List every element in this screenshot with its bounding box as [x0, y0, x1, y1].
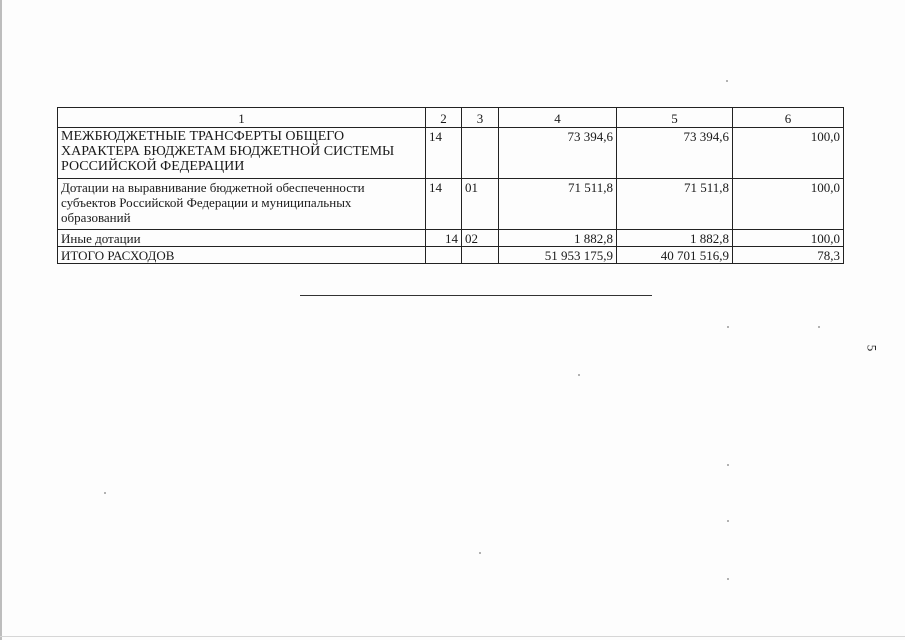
row-name: ИТОГО РАСХОДОВ	[58, 247, 426, 264]
row-col4: 71 511,8	[499, 179, 617, 230]
scan-speck	[726, 80, 728, 82]
row-subsection: 02	[462, 230, 499, 247]
row-section	[426, 247, 462, 264]
row-col4: 73 394,6	[499, 128, 617, 179]
table-row	[58, 230, 844, 247]
budget-table	[57, 107, 844, 264]
header-cell-6: 6	[733, 108, 844, 128]
scan-speck	[727, 578, 729, 580]
row-col4: 1 882,8	[499, 230, 617, 247]
row-name: Иные дотации	[58, 230, 426, 247]
row-subsection	[462, 128, 499, 179]
table-row	[58, 179, 844, 230]
table-row	[58, 128, 844, 179]
row-col5: 1 882,8	[617, 230, 733, 247]
row-name: МЕЖБЮДЖЕТНЫЕ ТРАНСФЕРТЫ ОБЩЕГО ХАРАКТЕРА БЮДЖЕТАМ БЮДЖЕТНОЙ СИСТЕМЫ РОССИЙСКОЙ ФЕДЕРАЦИИ	[58, 128, 426, 179]
scan-speck	[727, 464, 729, 466]
row-col5: 40 701 516,9	[617, 247, 733, 264]
row-col6: 78,3	[733, 247, 844, 264]
header-cell-4: 4	[499, 108, 617, 128]
row-section: 14	[426, 179, 462, 230]
row-section: 14	[426, 230, 462, 247]
end-rule	[300, 295, 652, 296]
table-row	[58, 247, 844, 264]
scan-speck	[818, 326, 820, 328]
header-cell-2: 2	[426, 108, 462, 128]
row-subsection	[462, 247, 499, 264]
row-col6: 100,0	[733, 230, 844, 247]
scan-speck	[727, 326, 729, 328]
scan-edge-left	[0, 0, 2, 640]
table-header-row	[58, 108, 844, 128]
scan-edge-bottom	[0, 636, 905, 637]
header-cell-3: 3	[462, 108, 499, 128]
row-col6: 100,0	[733, 128, 844, 179]
page-number: 5	[864, 344, 880, 352]
scan-speck	[104, 492, 106, 494]
row-section: 14	[426, 128, 462, 179]
header-cell-1: 1	[58, 108, 426, 128]
scan-speck	[479, 552, 481, 554]
row-col5: 71 511,8	[617, 179, 733, 230]
row-subsection: 01	[462, 179, 499, 230]
row-col4: 51 953 175,9	[499, 247, 617, 264]
row-col6: 100,0	[733, 179, 844, 230]
scan-speck	[727, 520, 729, 522]
header-cell-5: 5	[617, 108, 733, 128]
row-name: Дотации на выравнивание бюджетной обеспеченности субъектов Российской Федерации и муниципальных образований	[58, 179, 426, 230]
row-col5: 73 394,6	[617, 128, 733, 179]
scan-speck	[578, 374, 580, 376]
